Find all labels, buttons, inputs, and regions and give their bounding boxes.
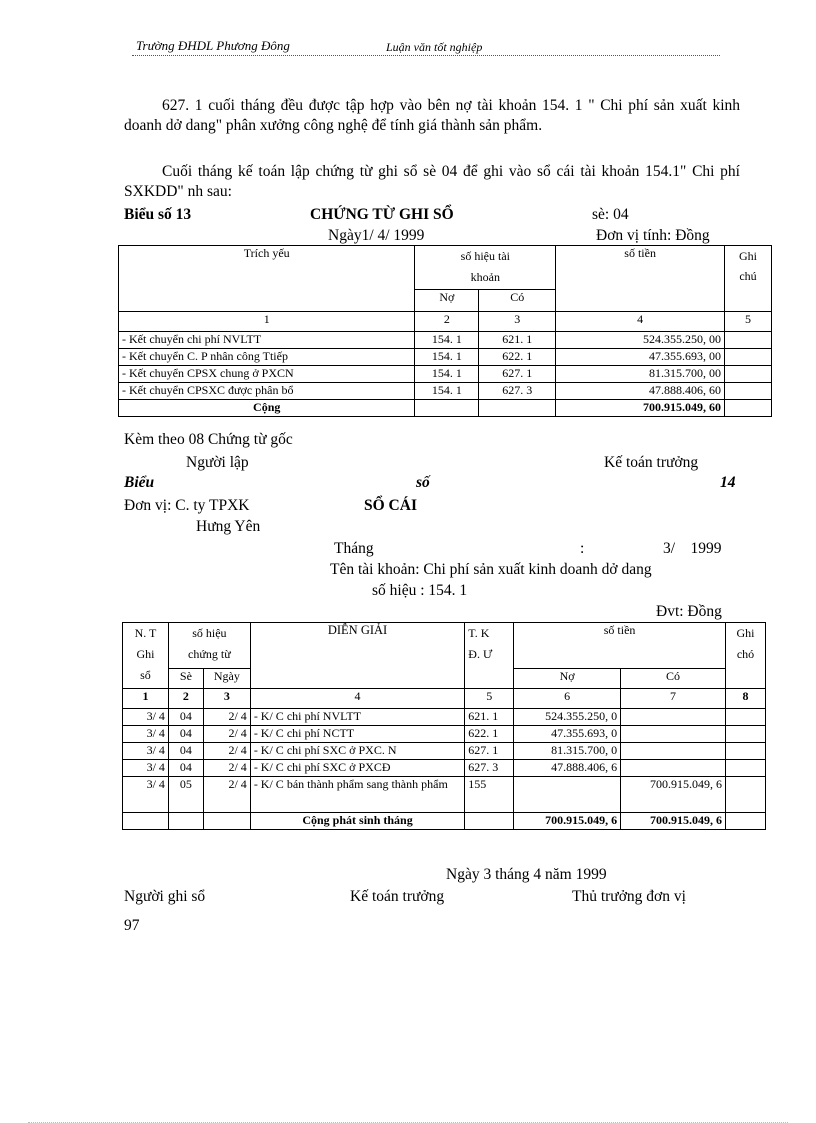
voucher-preparer: Người lập — [186, 454, 249, 471]
ledger-header-debit: Nợ — [514, 669, 621, 689]
voucher-header-note: Ghi chú — [725, 246, 772, 312]
ledger-cell-se: 04 — [168, 760, 203, 777]
intro-paragraph-2: Cuối tháng kế toán lập chứng từ ghi sổ sè 04 để ghi vào sổ cái tài khoản 154.1" Chi phí SXKDD" nh sau: — [124, 163, 740, 200]
voucher-cell-amount: 47.355.693, 00 — [556, 349, 725, 366]
voucher-title: CHỨNG TỪ GHI SỔ — [310, 206, 454, 223]
ledger-cell-credit — [621, 760, 726, 777]
ledger-colnum: 8 — [725, 689, 765, 709]
voucher-row — [119, 383, 772, 400]
ledger-cell-desc: - K/ C chi phí NVLTT — [250, 709, 464, 726]
header-divider — [132, 55, 720, 56]
ledger-cell-tk: 627. 3 — [465, 760, 514, 777]
voucher-row — [119, 332, 772, 349]
voucher-cell-credit: 627. 3 — [479, 383, 556, 400]
voucher-colnum: 1 — [119, 312, 415, 332]
ledger-row — [123, 726, 766, 743]
ledger-month-label: Tháng — [334, 540, 374, 557]
ledger-unit: Đvt: Đồng — [656, 603, 722, 620]
ledger-row — [123, 743, 766, 760]
voucher-total-empty — [415, 400, 479, 417]
ledger-sign-date: Ngày 3 tháng 4 năm 1999 — [446, 866, 607, 883]
voucher-number: sè: 04 — [592, 206, 629, 223]
ledger-total-empty — [203, 813, 250, 830]
ledger-colnum: 6 — [514, 689, 621, 709]
ledger-cell-nt: 3/ 4 — [123, 777, 169, 813]
ledger-cell-ngay: 2/ 4 — [203, 760, 250, 777]
ledger-colnum: 2 — [168, 689, 203, 709]
ledger-unit-line-2: Hưng Yên — [196, 518, 261, 535]
ledger-total-empty — [725, 813, 765, 830]
voucher-header-debit: Nợ — [415, 290, 479, 312]
voucher-cell-desc: - Kết chuyển C. P nhân công Ttiếp — [119, 349, 415, 366]
voucher-cell-note — [725, 349, 772, 366]
ledger-header-tkdu: T. K Đ. Ư — [465, 623, 514, 689]
ledger-cell-credit — [621, 743, 726, 760]
ledger-cell-note — [725, 709, 765, 726]
voucher-cell-note — [725, 332, 772, 349]
ledger-cell-credit — [621, 726, 726, 743]
ledger-row — [123, 760, 766, 777]
ledger-cell-debit: 81.315.700, 0 — [514, 743, 621, 760]
ledger-account-name: Tên tài khoản: Chi phí sản xuất kinh doanh dở dang — [330, 561, 652, 578]
ledger-colnum: 1 — [123, 689, 169, 709]
voucher-header-desc: Trích yếu — [119, 246, 415, 312]
ledger-total-label: Cộng phát sinh tháng — [250, 813, 464, 830]
page-number: 97 — [124, 917, 140, 934]
header-doc-type: Luận văn tốt nghiệp — [386, 40, 483, 54]
ledger-signer-recorder: Người ghi sổ — [124, 888, 206, 905]
ledger-cell-note — [725, 726, 765, 743]
voucher-table — [118, 245, 772, 417]
ledger-form-word-1: Biểu — [124, 474, 155, 491]
voucher-header-account: số hiệu tài khoản — [415, 246, 556, 290]
ledger-header-amount: số tiền — [514, 623, 726, 669]
ledger-cell-se: 04 — [168, 743, 203, 760]
ledger-signer-chief-accountant: Kế toán trưởng — [350, 888, 445, 905]
ledger-form-word-2: số — [416, 474, 430, 491]
ledger-cell-ngay: 2/ 4 — [203, 709, 250, 726]
ledger-colnum: 4 — [250, 689, 464, 709]
voucher-colnum: 3 — [479, 312, 556, 332]
voucher-colnum: 4 — [556, 312, 725, 332]
voucher-cell-debit: 154. 1 — [415, 383, 479, 400]
ledger-row — [123, 709, 766, 726]
ledger-month-value: 3/ 1999 — [663, 540, 722, 557]
ledger-table — [122, 622, 766, 830]
ledger-cell-desc: - K/ C chi phí SXC ở PXCĐ — [250, 760, 464, 777]
voucher-form-no: Biểu số 13 — [124, 206, 192, 223]
ledger-cell-desc: - K/ C chi phí NCTT — [250, 726, 464, 743]
voucher-date: Ngày1/ 4/ 1999 — [328, 227, 425, 244]
voucher-total-empty — [479, 400, 556, 417]
ledger-cell-nt: 3/ 4 — [123, 743, 169, 760]
ledger-cell-se: 05 — [168, 777, 203, 813]
intro-paragraph-1: 627. 1 cuối tháng đều được tập hợp vào bên nợ tài khoản 154. 1 " Chi phí sản xuất kinh doanh dở dang" phân xưởng công nghệ để tính giá thành sản phẩm. — [124, 97, 740, 134]
ledger-header-se: Sè — [168, 669, 203, 689]
voucher-cell-desc: - Kết chuyển chi phí NVLTT — [119, 332, 415, 349]
ledger-header-desc: DIỄN GIẢI — [250, 623, 464, 689]
voucher-header-credit: Có — [479, 290, 556, 312]
voucher-row — [119, 366, 772, 383]
ledger-cell-nt: 3/ 4 — [123, 709, 169, 726]
ledger-cell-se: 04 — [168, 709, 203, 726]
voucher-cell-note — [725, 366, 772, 383]
ledger-total-row — [123, 813, 766, 830]
ledger-total-credit: 700.915.049, 6 — [621, 813, 726, 830]
ledger-row — [123, 777, 766, 813]
ledger-cell-debit: 47.888.406, 6 — [514, 760, 621, 777]
ledger-header-credit: Có — [621, 669, 726, 689]
ledger-cell-nt: 3/ 4 — [123, 760, 169, 777]
ledger-header-nt: N. T Ghi sổ — [123, 623, 169, 689]
ledger-total-empty — [168, 813, 203, 830]
ledger-cell-ngay: 2/ 4 — [203, 777, 250, 813]
ledger-title: SỔ CÁI — [364, 497, 417, 514]
voucher-total-label: Cộng — [119, 400, 415, 417]
ledger-form-number: 14 — [720, 474, 736, 491]
ledger-cell-desc: - K/ C chi phí SXC ở PXC. N — [250, 743, 464, 760]
voucher-total-amount: 700.915.049, 60 — [556, 400, 725, 417]
ledger-total-empty — [465, 813, 514, 830]
ledger-cell-note — [725, 760, 765, 777]
voucher-cell-credit: 621. 1 — [479, 332, 556, 349]
ledger-signer-director: Thủ trưởng đơn vị — [572, 888, 686, 905]
voucher-row — [119, 349, 772, 366]
voucher-cell-debit: 154. 1 — [415, 332, 479, 349]
voucher-colnum: 2 — [415, 312, 479, 332]
ledger-total-empty — [123, 813, 169, 830]
ledger-cell-nt: 3/ 4 — [123, 726, 169, 743]
voucher-header-amount: số tiền — [556, 246, 725, 312]
ledger-cell-tk: 621. 1 — [465, 709, 514, 726]
ledger-cell-ngay: 2/ 4 — [203, 726, 250, 743]
ledger-cell-note — [725, 743, 765, 760]
ledger-cell-tk: 155 — [465, 777, 514, 813]
voucher-total-empty — [725, 400, 772, 417]
ledger-cell-credit — [621, 709, 726, 726]
ledger-header-voucher: số hiệu chứng từ — [168, 623, 250, 669]
voucher-cell-debit: 154. 1 — [415, 366, 479, 383]
voucher-cell-debit: 154. 1 — [415, 349, 479, 366]
voucher-cell-desc: - Kết chuyển CPSXC được phân bổ — [119, 383, 415, 400]
ledger-unit-line-1: Đơn vị: C. ty TPXK — [124, 497, 250, 514]
ledger-cell-tk: 627. 1 — [465, 743, 514, 760]
ledger-header-note: Ghi chó — [725, 623, 765, 689]
ledger-colnum: 5 — [465, 689, 514, 709]
voucher-cell-credit: 627. 1 — [479, 366, 556, 383]
ledger-colnum: 3 — [203, 689, 250, 709]
ledger-cell-tk: 622. 1 — [465, 726, 514, 743]
voucher-attached: Kèm theo 08 Chứng từ gốc — [124, 431, 293, 448]
voucher-cell-credit: 622. 1 — [479, 349, 556, 366]
voucher-cell-amount: 524.355.250, 00 — [556, 332, 725, 349]
voucher-colnum: 5 — [725, 312, 772, 332]
ledger-account-no: số hiệu : 154. 1 — [372, 582, 468, 599]
voucher-cell-desc: - Kết chuyển CPSX chung ở PXCN — [119, 366, 415, 383]
voucher-total-row — [119, 400, 772, 417]
voucher-unit: Đơn vị tính: Đồng — [596, 227, 710, 244]
ledger-colnum: 7 — [621, 689, 726, 709]
header-school: Trường ĐHDL Phương Đông — [136, 38, 290, 53]
ledger-cell-debit: 524.355.250, 0 — [514, 709, 621, 726]
voucher-cell-note — [725, 383, 772, 400]
ledger-cell-desc: - K/ C bán thành phẩm sang thành phẩm — [250, 777, 464, 813]
ledger-cell-debit — [514, 777, 621, 813]
voucher-cell-amount: 47.888.406, 60 — [556, 383, 725, 400]
voucher-cell-amount: 81.315.700, 00 — [556, 366, 725, 383]
ledger-cell-note — [725, 777, 765, 813]
ledger-cell-ngay: 2/ 4 — [203, 743, 250, 760]
ledger-total-debit: 700.915.049, 6 — [514, 813, 621, 830]
voucher-chief-accountant: Kế toán trưởng — [604, 454, 699, 471]
ledger-month-colon: : — [580, 540, 585, 557]
ledger-cell-se: 04 — [168, 726, 203, 743]
ledger-cell-debit: 47.355.693, 0 — [514, 726, 621, 743]
ledger-cell-credit: 700.915.049, 6 — [621, 777, 726, 813]
ledger-header-ngay: Ngày — [203, 669, 250, 689]
